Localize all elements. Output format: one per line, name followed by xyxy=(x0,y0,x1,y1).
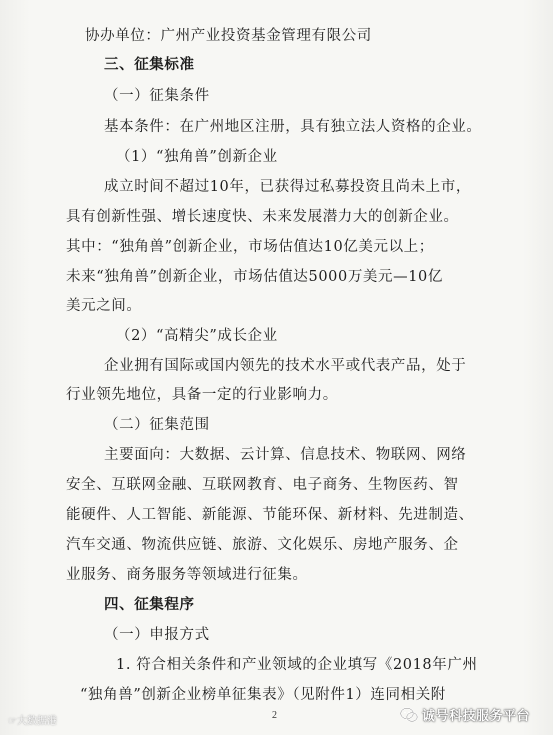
paragraph-line: 汽车交通、物流供应链、旅游、文化娱乐、房地产服务、企 xyxy=(66,537,459,553)
paragraph-line: 能硬件、人工智能、新能源、节能环保、新材料、先进制造、 xyxy=(66,507,474,523)
subsection-application-heading: （一）申报方式 xyxy=(104,627,210,643)
paragraph-line: 业服务、商务服务等领域进行征集。 xyxy=(66,567,308,583)
subsection-1-heading: （一）征集条件 xyxy=(104,88,210,104)
paragraph-line: 美元之间。 xyxy=(66,298,142,314)
paragraph-line: “独角兽”创新企业榜单征集表》（见附件1）连同相关附 xyxy=(80,687,446,703)
paragraph-line: 成立时间不超过10年，已获得过私募投资且尚未上市， xyxy=(104,179,471,195)
high-tech-item-heading: （2）“高精尖”成长企业 xyxy=(116,328,278,344)
paragraph-line: 企业拥有国际或国内领先的技术水平或代表产品，处于 xyxy=(104,358,467,374)
paragraph-line: 其中：“独角兽”创新企业，市场估值达10亿美元以上； xyxy=(66,239,434,255)
paragraph-line: 行业领先地位，具备一定的行业影响力。 xyxy=(66,387,338,403)
paragraph-line: 主要面向：大数据、云计算、信息技术、物联网、网络 xyxy=(104,447,467,463)
paragraph-line: 1. 符合相关条件和产业领域的企业填写《2018年广州 xyxy=(116,657,478,673)
co-organizer-line: 协办单位：广州产业投资基金管理有限公司 xyxy=(85,28,372,44)
paragraph-line: 未来“独角兽”创新企业，市场估值达5000万美元—10亿 xyxy=(66,269,443,285)
watermark-left: ☞大数据港 xyxy=(8,716,57,727)
paragraph-line: 安全、互联网金融、互联网教育、电子商务、生物医药、智 xyxy=(66,477,459,493)
watermark-right-label: 诚号科技服务平台 xyxy=(422,709,531,724)
section-3-heading: 三、征集标准 xyxy=(104,57,195,73)
paragraph-line: 具有创新性强、增长速度快、未来发展潜力大的创新企业。 xyxy=(66,209,459,225)
subsection-2-heading: （二）征集范围 xyxy=(104,417,210,433)
wechat-icon xyxy=(400,707,418,723)
page-number: 2 xyxy=(272,710,277,721)
basic-conditions-line: 基本条件：在广州地区注册，具有独立法人资格的企业。 xyxy=(104,119,482,135)
watermark-right xyxy=(400,705,530,724)
section-4-heading: 四、征集程序 xyxy=(104,597,195,613)
unicorn-item-heading: （1）“独角兽”创新企业 xyxy=(116,149,278,165)
